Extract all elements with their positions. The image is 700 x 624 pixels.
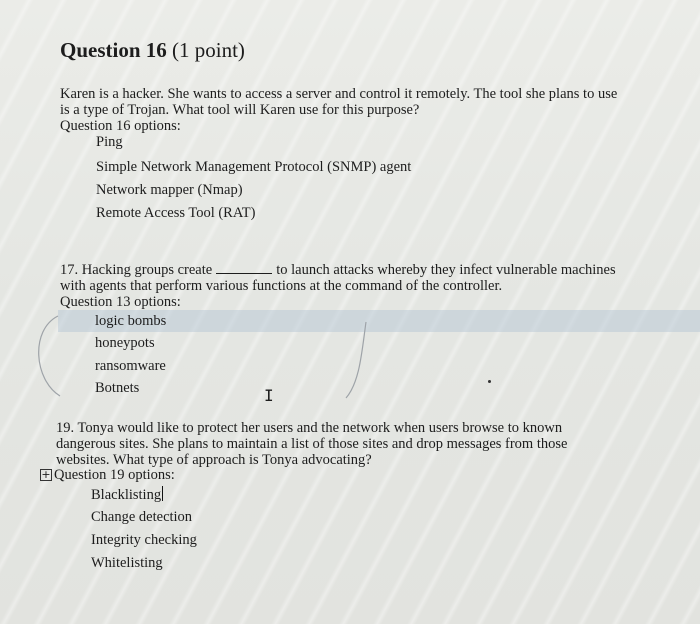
question-19-prompt-line-2: dangerous sites. She plans to maintain a list of those sites and drop messages from those: [56, 436, 568, 452]
question-19-option-blacklisting[interactable]: [91, 486, 163, 504]
question-16-option-nmap[interactable]: Network mapper (Nmap): [96, 182, 243, 198]
question-19-option-whitelisting[interactable]: Whitelisting: [91, 555, 163, 571]
question-17-option-honeypots[interactable]: honeypots: [95, 335, 155, 351]
question-17-prompt-end: to launch attacks whereby they infect vulnerable machines: [276, 262, 616, 278]
question-19-option-change-detection[interactable]: Change detection: [91, 509, 193, 525]
question-16-option-rat[interactable]: Remote Access Tool (RAT): [96, 205, 256, 221]
text-cursor-icon: I: [264, 386, 274, 405]
question-17-option-botnets[interactable]: Botnets: [95, 380, 140, 396]
question-17-option-ransomware[interactable]: ransomware: [95, 358, 166, 374]
stray-dot: [488, 380, 491, 383]
question-16-option-ping[interactable]: Ping: [96, 134, 123, 150]
question-19-option-integrity-checking[interactable]: Integrity checking: [91, 532, 197, 548]
question-16-prompt-line-2: is a type of Trojan. What tool will Karen use for this purpose?: [60, 102, 420, 118]
question-19-prompt-line-3: websites. What type of approach is Tonya advocating?: [56, 452, 372, 468]
question-19-option-blacklisting-label: Blacklisting: [91, 487, 162, 503]
question-16-option-snmp[interactable]: Simple Network Management Protocol (SNMP) agent: [96, 159, 412, 175]
question-16-prompt-line-1: Karen is a hacker. She wants to access a server and control it remotely. The tool she plans to use: [60, 86, 618, 102]
question-17-prompt-line-2: with agents that perform various functions at the command of the controller.: [60, 278, 503, 294]
question-17-option-logic-bombs[interactable]: logic bombs: [95, 313, 167, 329]
question-19-prompt-line-1: 19. Tonya would like to protect her users and the network when users browse to known: [56, 420, 563, 436]
question-16-points: (1 point): [172, 38, 245, 62]
question-16-options-label: Question 16 options:: [60, 118, 181, 134]
caret-icon: [162, 486, 163, 501]
plus-box-icon[interactable]: +: [41, 468, 51, 481]
question-16-heading: Question 16: [60, 38, 167, 62]
question-17-prompt-start: 17. Hacking groups create: [60, 262, 213, 278]
question-17-options-label: Question 13 options:: [60, 294, 181, 310]
question-19-options-label: Question 19 options:: [54, 467, 175, 483]
